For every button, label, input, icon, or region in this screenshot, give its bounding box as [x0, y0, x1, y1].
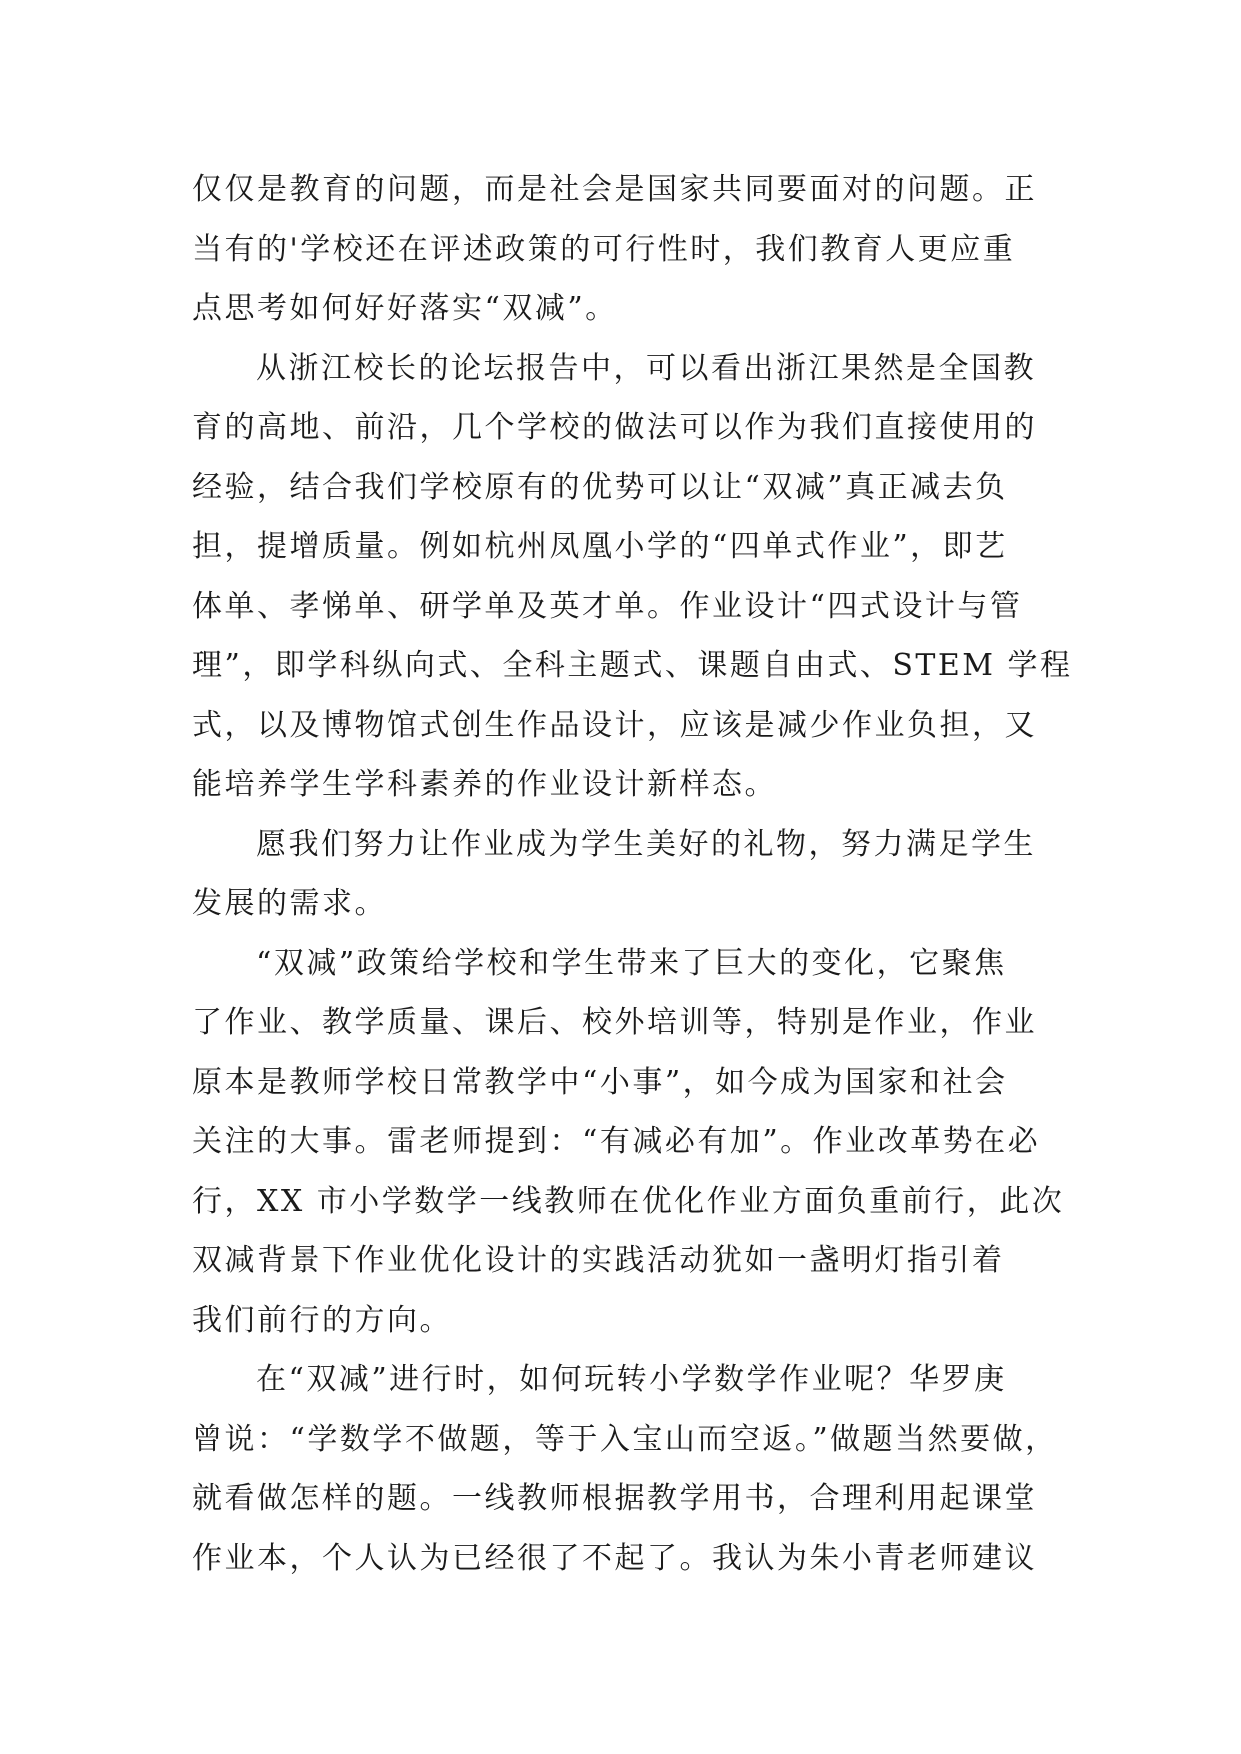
text-line: 担，提增质量。例如杭州凤凰小学的“四单式作业”，即艺 — [192, 529, 1008, 564]
text-line: 点思考如何好好落实“双减”。 — [192, 291, 618, 326]
text-line: 了作业、教学质量、课后、校外培训等，特别是作业，作业 — [192, 1005, 1037, 1040]
text-line: 就看做怎样的题。一线教师根据教学用书，合理利用起课堂 — [192, 1481, 1037, 1516]
text-line: 双减背景下作业优化设计的实践活动犹如一盏明灯指引着 — [192, 1243, 1005, 1278]
text-line: 行，XX 市小学数学一线教师在优化作业方面负重前行，此次 — [192, 1183, 1065, 1219]
text-line: 仅仅是教育的问题，而是社会是国家共同要面对的问题。正 — [192, 172, 1037, 207]
text-line: 关注的大事。雷老师提到：“有减必有加”。作业改革势在必 — [192, 1124, 1041, 1159]
text-line: 能培养学生学科素养的作业设计新样态。 — [192, 767, 777, 802]
text-line: 原本是教师学校日常教学中“小事”，如今成为国家和社会 — [192, 1064, 1008, 1100]
paragraph-first-line: 愿我们努力让作业成为学生美好的礼物，努力满足学生 — [256, 826, 1036, 862]
text-line: 体单、孝悌单、研学单及英才单。作业设计“四式设计与管 — [192, 588, 1023, 624]
text-line: 式，以及博物馆式创生作品设计，应该是减少作业负担，又 — [192, 707, 1037, 743]
text-line: 当有的'学校还在评述政策的可行性时，我们教育人更应重 — [192, 231, 1016, 267]
text-line: 我们前行的方向。 — [192, 1302, 452, 1338]
text-line: 发展的需求。 — [192, 886, 387, 921]
body-text — [192, 160, 1073, 1588]
paragraph-first-line: 在“双减”进行时，如何玩转小学数学作业呢？华罗庚 — [256, 1362, 1007, 1397]
paragraph-first-line: 从浙江校长的论坛报告中，可以看出浙江果然是全国教 — [256, 350, 1036, 386]
text-line: 经验，结合我们学校原有的优势可以让“双减”真正减去负 — [192, 469, 1008, 505]
paragraph-first-line: “双减”政策给学校和学生带来了巨大的变化，它聚焦 — [256, 945, 1007, 981]
text-line: 理”，即学科纵向式、全科主题式、课题自由式、STEM 学程 — [192, 648, 1073, 683]
text-line: 作业本，个人认为已经很了不起了。我认为朱小青老师建议 — [192, 1540, 1037, 1576]
text-line: 育的高地、前沿，几个学校的做法可以作为我们直接使用的 — [192, 410, 1037, 445]
text-line: 曾说：“学数学不做题，等于入宝山而空返。”做题当然要做， — [192, 1421, 1058, 1457]
